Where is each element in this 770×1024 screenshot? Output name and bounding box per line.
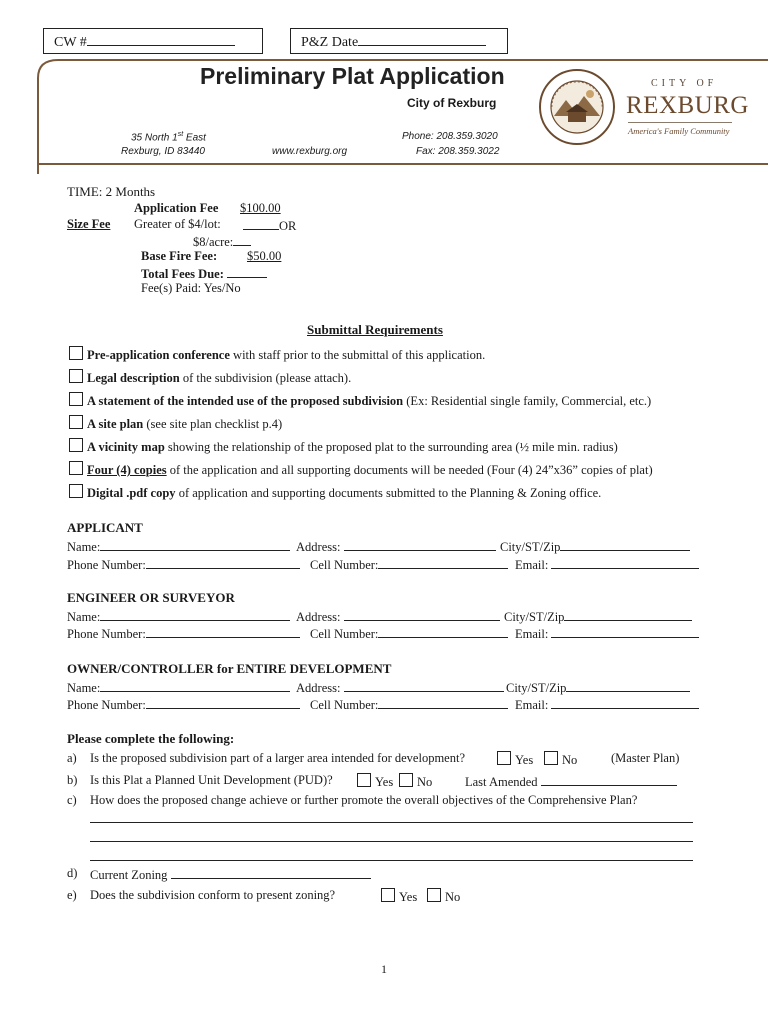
checkbox-icon[interactable] <box>69 484 83 498</box>
engineer-address-field[interactable]: Address: <box>296 608 500 625</box>
requirement-item[interactable]: A statement of the intended use of the proposed subdivision (Ex: Residential single family, Commercial, etc.) <box>69 392 651 409</box>
per-lot-field[interactable] <box>243 217 296 234</box>
requirement-item[interactable]: A vicinity map showing the relationship of the proposed plat to the surrounding area (½ mile min. radius) <box>69 438 618 455</box>
checkbox-icon[interactable] <box>69 438 83 452</box>
question-e-no[interactable]: No <box>427 888 460 905</box>
per-acre-field[interactable] <box>193 233 251 250</box>
applicant-heading: APPLICANT <box>67 520 143 535</box>
fees-paid-text: Fee(s) Paid: Yes/No <box>141 281 241 295</box>
page-subtitle: City of Rexburg <box>407 96 497 110</box>
per-acre-text: $8/acre: <box>193 235 234 249</box>
checkbox-icon[interactable] <box>69 415 83 429</box>
question-a-text: Is the proposed subdivision part of a larger area intended for development? <box>90 751 465 765</box>
question-a-yes[interactable]: Yes <box>497 751 533 768</box>
answer-line[interactable] <box>90 860 693 861</box>
total-fees-field[interactable] <box>141 265 267 282</box>
engineer-cell-field[interactable]: Cell Number: <box>310 625 508 642</box>
question-e-text: Does the subdivision conform to present zoning? <box>90 888 336 902</box>
engineer-email-field[interactable]: Email: <box>515 625 699 642</box>
requirement-item[interactable]: Digital .pdf copy of application and supporting documents submitted to the Planning & Zoning office. <box>69 484 601 501</box>
owner-name-field[interactable]: Name: <box>67 679 290 696</box>
base-fire-fee-value: $50.00 <box>247 249 282 263</box>
logo-rule <box>628 122 732 123</box>
question-a-no[interactable]: No <box>544 751 577 768</box>
checkbox-icon[interactable] <box>69 346 83 360</box>
phone-number: Phone: 208.359.3020 <box>402 131 498 142</box>
question-c-label: c) <box>67 793 77 807</box>
cw-number-box[interactable] <box>43 28 263 54</box>
checkbox-icon[interactable] <box>381 888 395 902</box>
requirement-item[interactable]: Legal description of the subdivision (please attach). <box>69 369 351 386</box>
submittal-heading: Submittal Requirements <box>307 322 443 337</box>
address-line-2: Rexburg, ID 83440 <box>121 146 205 157</box>
page-title: Preliminary Plat Application <box>200 63 505 89</box>
address-line-1: 35 North 1st East <box>131 131 206 144</box>
applicant-cell-field[interactable]: Cell Number: <box>310 556 508 573</box>
city-of-label: CITY OF <box>651 78 718 89</box>
pz-date-box[interactable] <box>290 28 508 54</box>
cw-label: CW # <box>54 35 87 50</box>
question-a-label: a) <box>67 751 77 765</box>
pz-date-label: P&Z Date <box>301 35 359 50</box>
requirement-item[interactable]: A site plan (see site plan checklist p.4) <box>69 415 282 432</box>
owner-email-field[interactable]: Email: <box>515 696 699 713</box>
or-text: OR <box>279 219 297 233</box>
base-fire-fee-label: Base Fire Fee: <box>141 249 218 263</box>
current-zoning-field[interactable]: Current Zoning <box>90 866 371 883</box>
engineer-name-field[interactable]: Name: <box>67 608 290 625</box>
fax-number: Fax: 208.359.3022 <box>416 146 500 157</box>
question-b-yes[interactable]: Yes <box>357 773 393 790</box>
requirement-item[interactable]: Pre-application conference with staff prior to the submittal of this application. <box>69 346 485 363</box>
greater-of-text: Greater of $4/lot: <box>134 217 221 231</box>
question-b-text: Is this Plat a Planned Unit Development (PUD)? <box>90 773 333 787</box>
rexburg-logo: REXBURG <box>626 92 749 119</box>
applicant-address-field[interactable]: Address: <box>296 538 496 555</box>
engineer-phone-field[interactable]: Phone Number: <box>67 625 300 642</box>
requirement-item[interactable]: Four (4) copies of the application and all supporting documents will be needed (Four (4) 24”x36” copies of plat) <box>69 461 653 478</box>
master-plan-text: (Master Plan) <box>611 751 680 765</box>
answer-line[interactable] <box>90 841 693 842</box>
engineer-heading: ENGINEER OR SURVEYOR <box>67 590 235 605</box>
question-b-no[interactable]: No <box>399 773 432 790</box>
applicant-city-field[interactable]: City/ST/Zip <box>500 538 690 555</box>
question-e-label: e) <box>67 888 77 902</box>
last-amended-field[interactable]: Last Amended <box>465 773 677 790</box>
question-b-label: b) <box>67 773 78 787</box>
applicant-email-field[interactable]: Email: <box>515 556 699 573</box>
checkbox-icon[interactable] <box>69 392 83 406</box>
applicant-name-field[interactable]: Name: <box>67 538 290 555</box>
application-fee-value: $100.00 <box>240 201 281 215</box>
owner-address-field[interactable]: Address: <box>296 679 504 696</box>
applicant-phone-field[interactable]: Phone Number: <box>67 556 300 573</box>
checkbox-icon[interactable] <box>399 773 413 787</box>
engineer-city-field[interactable]: City/ST/Zip <box>504 608 692 625</box>
checkbox-icon[interactable] <box>544 751 558 765</box>
owner-heading: OWNER/CONTROLLER for ENTIRE DEVELOPMENT <box>67 661 392 676</box>
time-text: TIME: 2 Months <box>67 184 156 199</box>
question-e-yes[interactable]: Yes <box>381 888 417 905</box>
answer-line[interactable] <box>90 822 693 823</box>
questions-heading: Please complete the following: <box>67 731 235 746</box>
checkbox-icon[interactable] <box>427 888 441 902</box>
checkbox-icon[interactable] <box>357 773 371 787</box>
checkbox-icon[interactable] <box>69 461 83 475</box>
checkbox-icon[interactable] <box>497 751 511 765</box>
city-seal-icon <box>538 68 616 146</box>
page-number: 1 <box>381 962 387 976</box>
size-fee-label: Size Fee <box>67 217 111 231</box>
checkbox-icon[interactable] <box>69 369 83 383</box>
question-c-text: How does the proposed change achieve or further promote the overall objectives of the Comprehensive Plan? <box>90 793 638 807</box>
owner-city-field[interactable]: City/ST/Zip <box>506 679 690 696</box>
application-fee-label: Application Fee <box>134 201 219 215</box>
question-d-label: d) <box>67 866 78 880</box>
owner-phone-field[interactable]: Phone Number: <box>67 696 300 713</box>
owner-cell-field[interactable]: Cell Number: <box>310 696 508 713</box>
website-link[interactable]: www.rexburg.org <box>272 146 348 157</box>
total-fees-label: Total Fees Due: <box>141 267 224 281</box>
logo-tagline: America's Family Community <box>628 126 730 136</box>
